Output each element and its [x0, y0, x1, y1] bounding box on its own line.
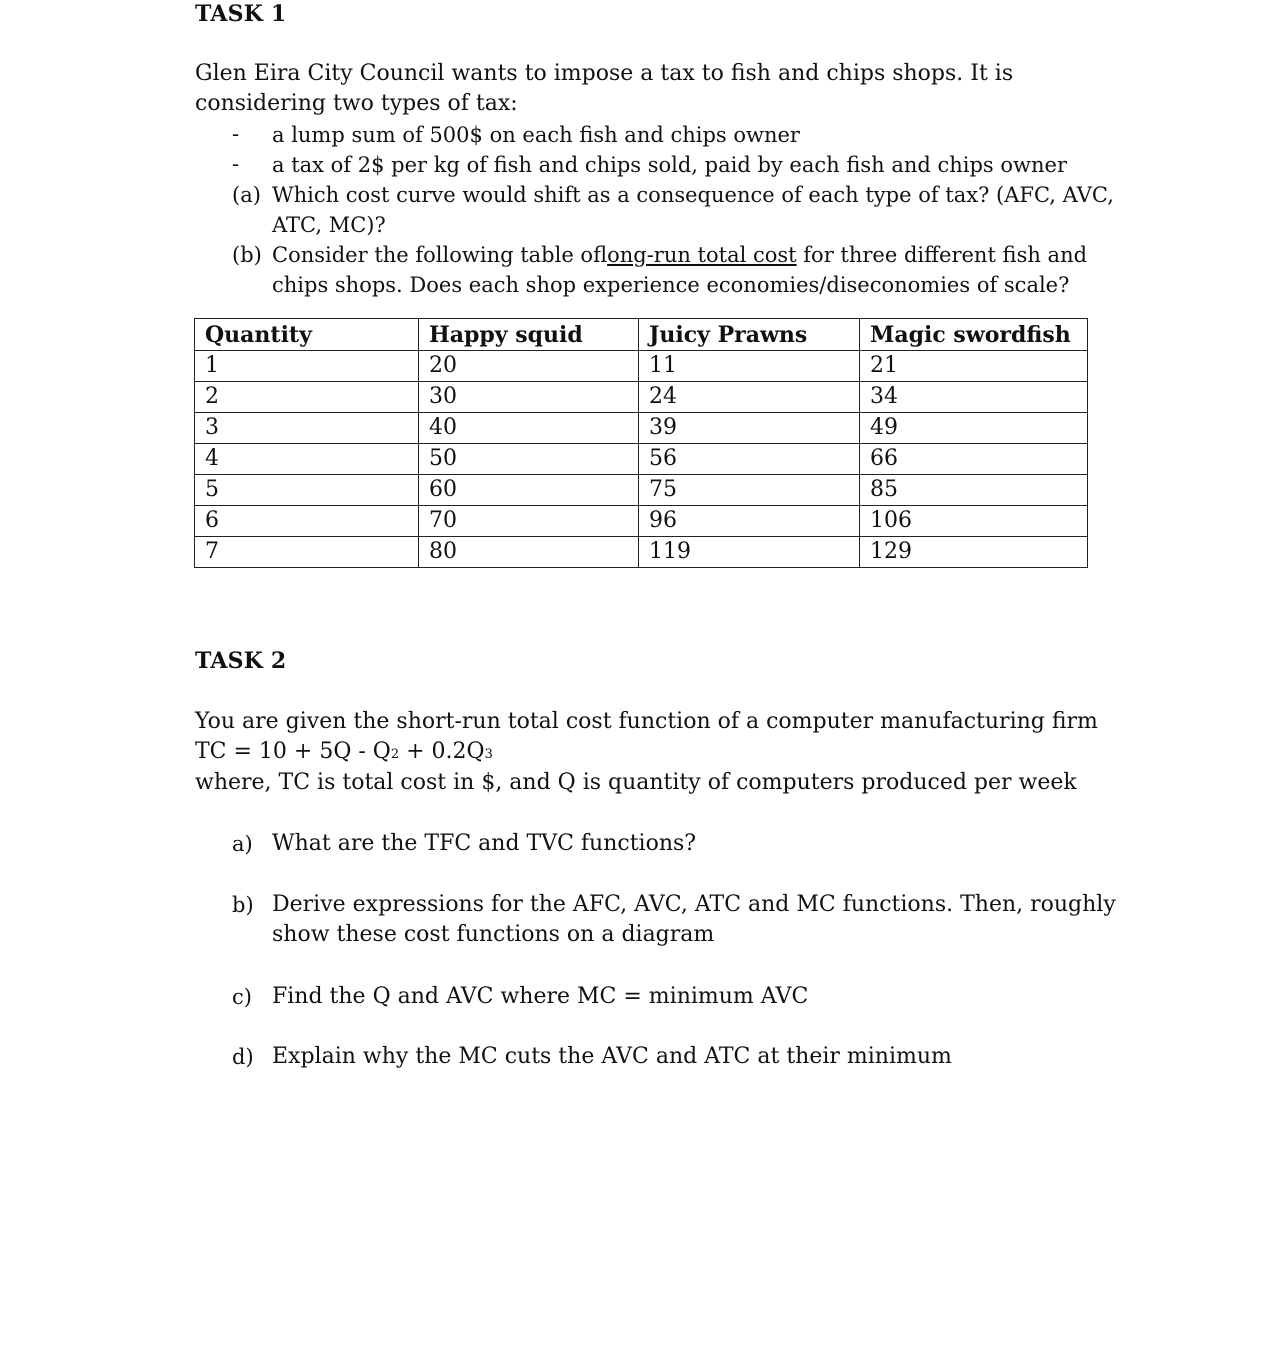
table-row — [195, 537, 1088, 568]
question-b-text-post: for three different fish and — [796, 243, 1088, 267]
question-a-label: (a) — [232, 183, 261, 207]
task2-question-a-label: a) — [232, 832, 253, 856]
tc-mid: + 0.2Q — [399, 739, 485, 764]
task2-question-b-line2: show these cost functions on a diagram — [272, 922, 715, 947]
table-cell: 129 — [860, 537, 1088, 568]
table-cell: 39 — [639, 413, 860, 444]
table-cell: 5 — [195, 475, 419, 506]
bullet-item: a lump sum of 500$ on each fish and chips owner — [272, 123, 800, 147]
table-header-row — [195, 319, 1088, 351]
table-cell: 80 — [419, 537, 639, 568]
table-cell: 1 — [195, 351, 419, 382]
header-juicy-prawns: Juicy Prawns — [639, 319, 860, 351]
table-row — [195, 351, 1088, 382]
task2-question-c-label: c) — [232, 985, 252, 1009]
table-cell: 21 — [860, 351, 1088, 382]
table-cell: 11 — [639, 351, 860, 382]
question-b-label: (b) — [232, 243, 262, 267]
table-cell: 6 — [195, 506, 419, 537]
task2-question-d-label: d) — [232, 1045, 254, 1069]
table-cell: 56 — [639, 444, 860, 475]
table-cell: 50 — [419, 444, 639, 475]
table-cell: 4 — [195, 444, 419, 475]
table-row — [195, 506, 1088, 537]
table-cell: 49 — [860, 413, 1088, 444]
table-cell: 34 — [860, 382, 1088, 413]
tc-main: TC = 10 + 5Q - Q — [195, 739, 391, 764]
bullet-marker: - — [232, 122, 240, 146]
question-b-line1 — [272, 240, 1087, 270]
table-cell: 3 — [195, 413, 419, 444]
task2-question-a: What are the TFC and TVC functions? — [272, 831, 697, 856]
header-magic-swordfish: Magic swordfish — [860, 319, 1088, 351]
table-row — [195, 475, 1088, 506]
table-cell: 20 — [419, 351, 639, 382]
header-happy-squid: Happy squid — [419, 319, 639, 351]
table-cell: 24 — [639, 382, 860, 413]
tc-function — [195, 737, 493, 770]
bullet-item: a tax of 2$ per kg of fish and chips sold, paid by each fish and chips owner — [272, 153, 1067, 177]
table-row — [195, 413, 1088, 444]
task2-question-c: Find the Q and AVC where MC = minimum AVC — [272, 984, 809, 1009]
table-cell: 106 — [860, 506, 1088, 537]
table-cell: 85 — [860, 475, 1088, 506]
task2-heading: TASK 2 — [195, 648, 287, 674]
question-b-underlined: long-run total cost — [607, 243, 797, 267]
question-a-line2: ATC, MC)? — [272, 213, 386, 237]
task2-question-d: Explain why the MC cuts the AVC and ATC at their minimum — [272, 1044, 952, 1069]
task1-intro-line1: Glen Eira City Council wants to impose a tax to fish and chips shops. It is — [195, 61, 1014, 86]
long-run-cost-table — [194, 318, 1088, 568]
bullet-marker: - — [232, 152, 240, 176]
task1-intro-line2: considering two types of tax: — [195, 91, 518, 116]
task2-question-b-label: b) — [232, 893, 254, 917]
header-quantity: Quantity — [195, 319, 419, 351]
table-row — [195, 444, 1088, 475]
table-cell: 70 — [419, 506, 639, 537]
task2-intro: You are given the short-run total cost function of a computer manufacturing firm — [195, 709, 1098, 734]
table-cell: 40 — [419, 413, 639, 444]
table-cell: 60 — [419, 475, 639, 506]
table-row — [195, 382, 1088, 413]
task2-where: where, TC is total cost in $, and Q is quantity of computers produced per week — [195, 770, 1077, 795]
table-cell: 75 — [639, 475, 860, 506]
table-cell: 119 — [639, 537, 860, 568]
question-a-line1: Which cost curve would shift as a consequence of each type of tax? (AFC, AVC, — [272, 183, 1114, 207]
question-b-text-pre: Consider the following table of — [272, 243, 608, 267]
table-cell: 96 — [639, 506, 860, 537]
task1-heading: TASK 1 — [195, 1, 287, 27]
tc-exponent-2: 2 — [390, 747, 400, 762]
question-b-line2: chips shops. Does each shop experience economies/diseconomies of scale? — [272, 273, 1070, 297]
table-cell: 30 — [419, 382, 639, 413]
table-cell: 66 — [860, 444, 1088, 475]
table-cell: 2 — [195, 382, 419, 413]
task2-question-b-line1: Derive expressions for the AFC, AVC, ATC and MC functions. Then, roughly — [272, 892, 1116, 917]
table-cell: 7 — [195, 537, 419, 568]
tc-exponent-3: 3 — [484, 747, 493, 762]
